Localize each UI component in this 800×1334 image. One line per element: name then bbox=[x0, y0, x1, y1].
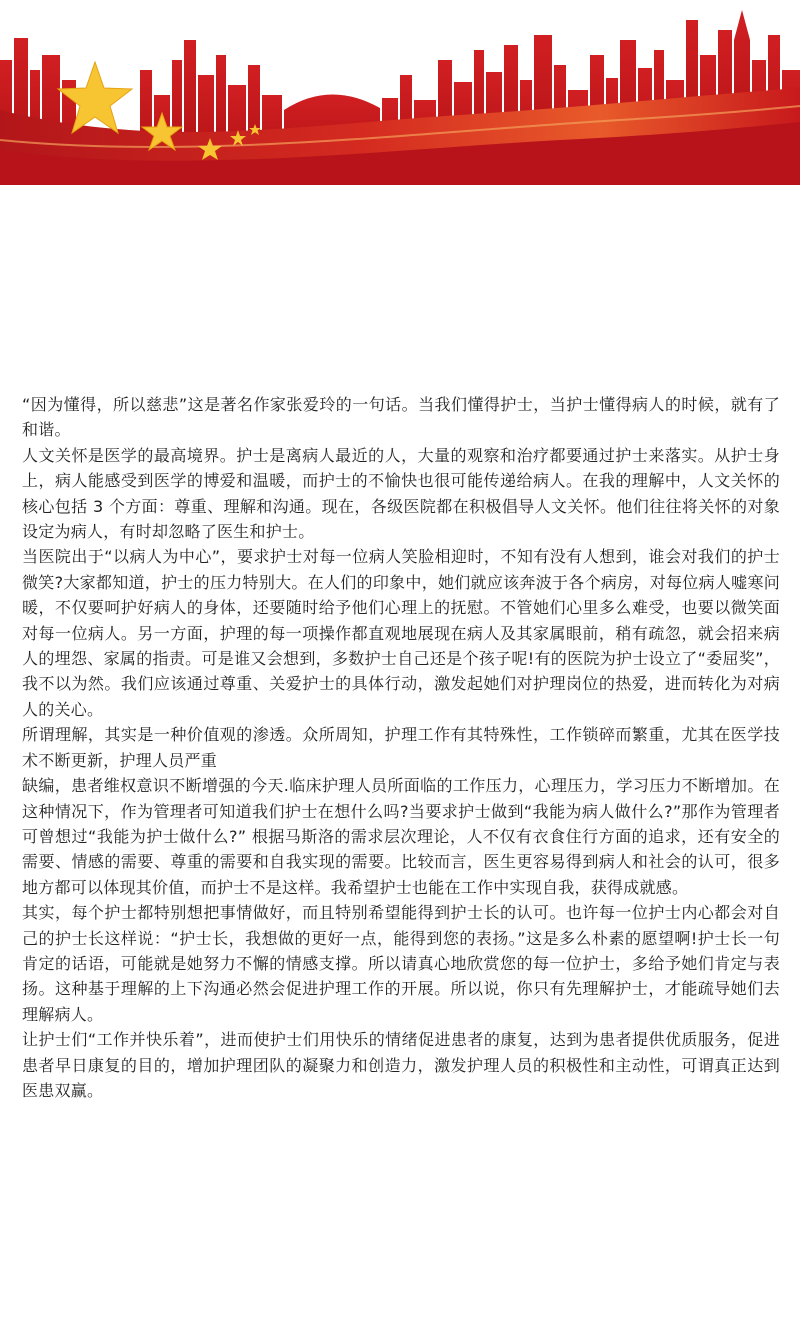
paragraph-understanding-cont: 缺编，患者维权意识不断增强的今天.临床护理人员所面临的工作压力，心理压力，学习压力不断增加。在这种情况下，作为管理者可知道我们护士在想什么吗?当要求护士做到“我能为病人做什么?”那作为管理者可曾想过“我能为护士做什么?” 根据马斯洛的需求层次理论，人不仅有衣食住行方面的追求，还有安全的需要、情感的需要、尊重的需要和自我实现的需要。比较而言，医生更容易得到病人和社会的认可，很多地方都可以体现其价值，而护士不是这样。我希望护士也能在工作中实现自我，获得成就感。 bbox=[22, 776, 780, 897]
article-body bbox=[22, 392, 780, 1103]
paragraph-conclusion: 让护士们“工作并快乐着”，进而使护士们用快乐的情绪促进患者的康复，达到为患者提供优质服务，促进患者早日康复的目的，增加护理团队的凝聚力和创造力，激发护理人员的积极性和主动性，可谓真正达到医患双赢。 bbox=[22, 1030, 780, 1100]
paragraph-recognition: 其实，每个护士都特别想把事情做好，而且特别希望能得到护士长的认可。也许每一位护士内心都会对自己的护士长这样说：“护士长，我想做的更好一点，能得到您的表扬。”这是多么朴素的愿望啊!护士长一句肯定的话语，可能就是她努力不懈的情感支撑。所以请真心地欣赏您的每一位护士，多给予她们肯定与表扬。这种基于理解的上下沟通必然会促进护理工作的开展。所以说，你只有先理解护士，才能疏导她们去理解病人。 bbox=[22, 903, 780, 1024]
header-banner bbox=[0, 0, 800, 185]
paragraph-intro: “因为懂得，所以慈悲”这是著名作家张爱玲的一句话。当我们懂得护士，当护士懂得病人的时候，就有了和谐。 bbox=[22, 395, 780, 440]
city-skyline-illustration bbox=[0, 0, 800, 185]
paragraph-understanding: 所谓理解，其实是一种价值观的渗透。众所周知，护理工作有其特殊性，工作锁碎而繁重，尤其在医学技术不断更新，护理人员严重 bbox=[22, 725, 780, 770]
paragraph-humanistic-care: 人文关怀是医学的最高境界。护士是离病人最近的人，大量的观察和治疗都要通过护士来落实。从护士身上，病人能感受到医学的博爱和温暖，而护士的不愉快也很可能传递给病人。在我的理解中，人文关怀的核心包括 3 个方面：尊重、理解和沟通。现在，各级医院都在积极倡导人文关怀。他们往往将关怀的对象设定为病人，有时却忽略了医生和护士。 bbox=[22, 445, 780, 542]
paragraph-respect: 当医院出于“以病人为中心”，要求护士对每一位病人笑脸相迎时，不知有没有人想到，谁会对我们的护士微笑?大家都知道，护士的压力特别大。在人们的印象中，她们就应该奔波于各个病房，对每位病人嘘寒问暖，不仅要呵护好病人的身体，还要随时给予他们心理上的抚慰。不管她们心里多么难受，也要以微笑面对每一位病人。另一方面，护理的每一项操作都直观地展现在病人及其家属眼前，稍有疏忽，就会招来病人的埋怨、家属的指责。可是谁又会想到，多数护士自己还是个孩子呢!有的医院为护士设立了“委屈奖”，我不以为然。我们应该通过尊重、关爱护士的具体行动，激发起她们对护理岗位的热爱，进而转化为对病人的关心。 bbox=[22, 547, 780, 719]
